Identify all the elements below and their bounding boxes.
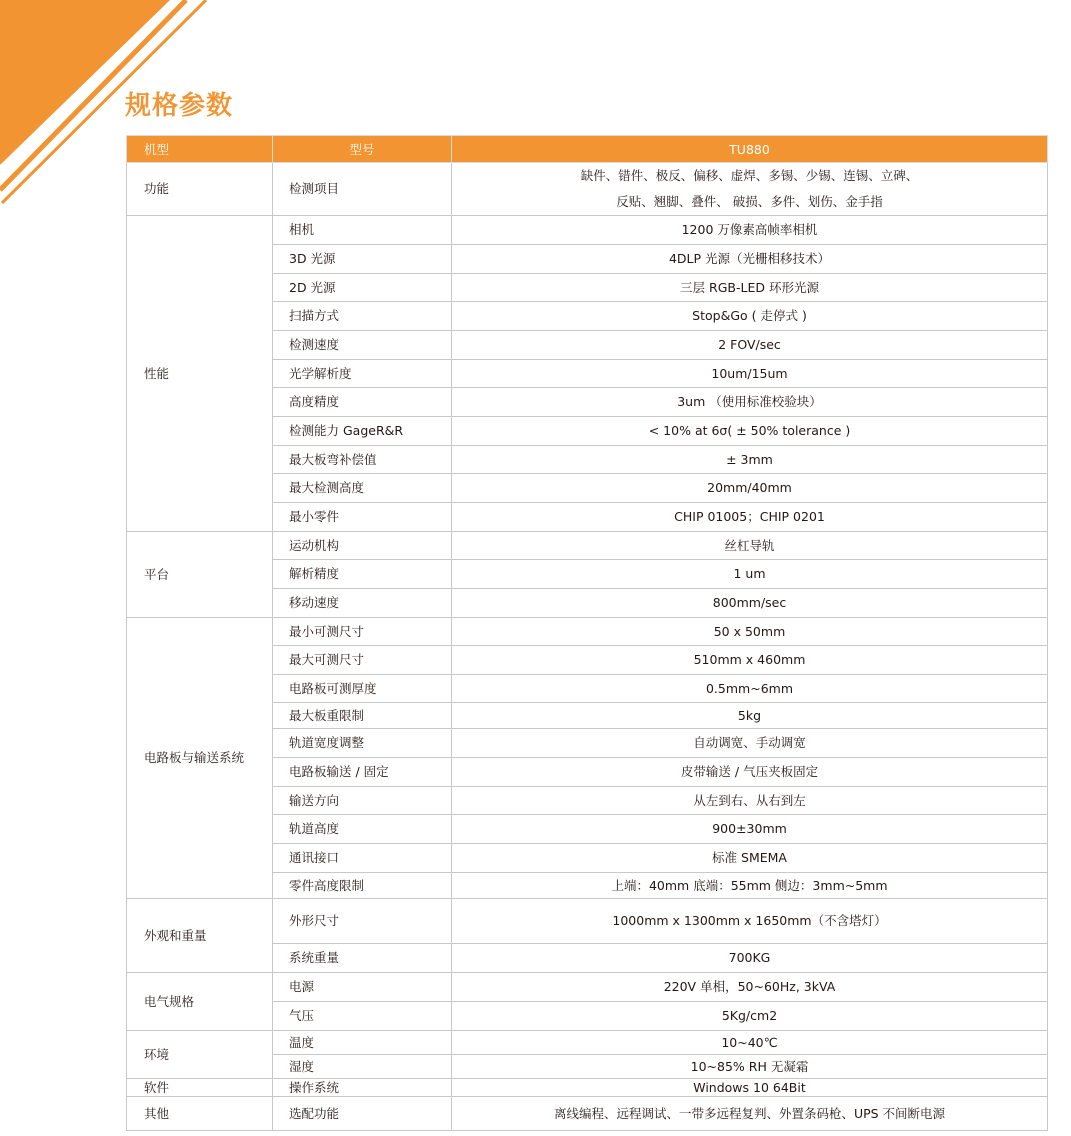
value-cell: 700KG (452, 944, 1048, 973)
item-cell: 电路板输送 / 固定 (273, 758, 452, 787)
item-cell: 外形尺寸 (273, 899, 452, 944)
value-cell: 上端：40mm 底端：55mm 侧边：3mm~5mm (452, 873, 1048, 899)
table-row (127, 973, 1048, 1002)
item-cell: 输送方向 (273, 787, 452, 815)
value-cell: 10um/15um (452, 360, 1048, 388)
table-row (127, 1031, 1048, 1055)
value-cell: 50 x 50mm (452, 618, 1048, 646)
item-cell: 3D 光源 (273, 245, 452, 274)
value-cell: 5kg (452, 703, 1048, 729)
value-cell: 3um （使用标准校验块） (452, 388, 1048, 417)
value-cell: 自动调宽、手动调宽 (452, 729, 1048, 758)
item-cell: 移动速度 (273, 589, 452, 618)
header-item: 型号 (273, 136, 452, 163)
category-cell: 环境 (127, 1031, 273, 1079)
item-cell: 温度 (273, 1031, 452, 1055)
table-row (127, 1097, 1048, 1131)
item-cell: 轨道高度 (273, 815, 452, 844)
category-cell: 功能 (127, 163, 273, 216)
value-cell: 1200 万像素高帧率相机 (452, 216, 1048, 245)
value-cell: 离线编程、远程调试、一带多远程复判、外置条码枪、UPS 不间断电源 (452, 1097, 1048, 1131)
item-cell: 轨道宽度调整 (273, 729, 452, 758)
value-cell: ± 3mm (452, 446, 1048, 474)
category-cell: 电气规格 (127, 973, 273, 1031)
item-cell: 选配功能 (273, 1097, 452, 1131)
item-cell: 解析精度 (273, 560, 452, 589)
table-row (127, 163, 1048, 216)
item-cell: 最大板弯补偿值 (273, 446, 452, 474)
item-cell: 最大检测高度 (273, 474, 452, 503)
item-cell: 扫描方式 (273, 302, 452, 331)
item-cell: 气压 (273, 1002, 452, 1031)
value-cell: 5Kg/cm2 (452, 1002, 1048, 1031)
category-cell: 其他 (127, 1097, 273, 1131)
item-cell: 检测速度 (273, 331, 452, 360)
value-cell: 800mm/sec (452, 589, 1048, 618)
value-cell (452, 163, 1048, 216)
item-cell: 最小可测尺寸 (273, 618, 452, 646)
item-cell: 相机 (273, 216, 452, 245)
item-cell: 运动机构 (273, 532, 452, 560)
table-row (127, 216, 1048, 245)
item-cell: 光学解析度 (273, 360, 452, 388)
category-cell: 性能 (127, 216, 273, 532)
value-cell: 从左到右、从右到左 (452, 787, 1048, 815)
item-cell: 最大可测尺寸 (273, 646, 452, 675)
item-cell: 零件高度限制 (273, 873, 452, 899)
item-cell: 最大板重限制 (273, 703, 452, 729)
value-cell: Windows 10 64Bit (452, 1079, 1048, 1097)
table-row (127, 1079, 1048, 1097)
value-cell: 10~85% RH 无凝霜 (452, 1055, 1048, 1079)
item-cell: 高度精度 (273, 388, 452, 417)
value-line: 反贴、翘脚、叠件、 破损、多件、划伤、金手指 (616, 194, 883, 209)
spec-table (126, 135, 1048, 1131)
header-model: TU880 (452, 136, 1048, 163)
item-cell: 操作系统 (273, 1079, 452, 1097)
value-cell: 皮带输送 / 气压夹板固定 (452, 758, 1048, 787)
item-cell: 系统重量 (273, 944, 452, 973)
value-cell: 标准 SMEMA (452, 844, 1048, 873)
value-cell: 20mm/40mm (452, 474, 1048, 503)
category-cell: 电路板与输送系统 (127, 618, 273, 899)
value-cell: 1000mm x 1300mm x 1650mm（不含塔灯） (452, 899, 1048, 944)
value-cell: 220V 单相，50~60Hz, 3kVA (452, 973, 1048, 1002)
item-cell: 电源 (273, 973, 452, 1002)
header-category: 机型 (127, 136, 273, 163)
item-cell: 2D 光源 (273, 274, 452, 302)
value-cell: 0.5mm~6mm (452, 675, 1048, 703)
value-line: 缺件、错件、极反、偏移、虚焊、多锡、少锡、连锡、立碑、 (580, 168, 919, 183)
category-cell: 软件 (127, 1079, 273, 1097)
value-cell: CHIP 01005；CHIP 0201 (452, 503, 1048, 532)
value-cell: 1 um (452, 560, 1048, 589)
item-cell: 通讯接口 (273, 844, 452, 873)
spec-table-body (127, 163, 1048, 1131)
value-cell: 4DLP 光源（光栅相移技术） (452, 245, 1048, 274)
value-cell: 2 FOV/sec (452, 331, 1048, 360)
item-cell: 检测项目 (273, 163, 452, 216)
value-cell: 丝杠导轨 (452, 532, 1048, 560)
header-row (127, 136, 1048, 163)
table-row (127, 618, 1048, 646)
item-cell: 电路板可测厚度 (273, 675, 452, 703)
value-cell: < 10% at 6σ( ± 50% tolerance ) (452, 417, 1048, 446)
category-cell: 平台 (127, 532, 273, 618)
value-cell: 900±30mm (452, 815, 1048, 844)
value-cell: 三层 RGB-LED 环形光源 (452, 274, 1048, 302)
value-cell: 510mm x 460mm (452, 646, 1048, 675)
item-cell: 湿度 (273, 1055, 452, 1079)
page-title: 规格参数 (125, 91, 234, 121)
table-row (127, 899, 1048, 944)
item-cell: 检测能力 GageR&R (273, 417, 452, 446)
category-cell: 外观和重量 (127, 899, 273, 973)
item-cell: 最小零件 (273, 503, 452, 532)
value-cell: 10~40℃ (452, 1031, 1048, 1055)
value-cell: Stop&Go ( 走停式 ) (452, 302, 1048, 331)
table-row (127, 532, 1048, 560)
